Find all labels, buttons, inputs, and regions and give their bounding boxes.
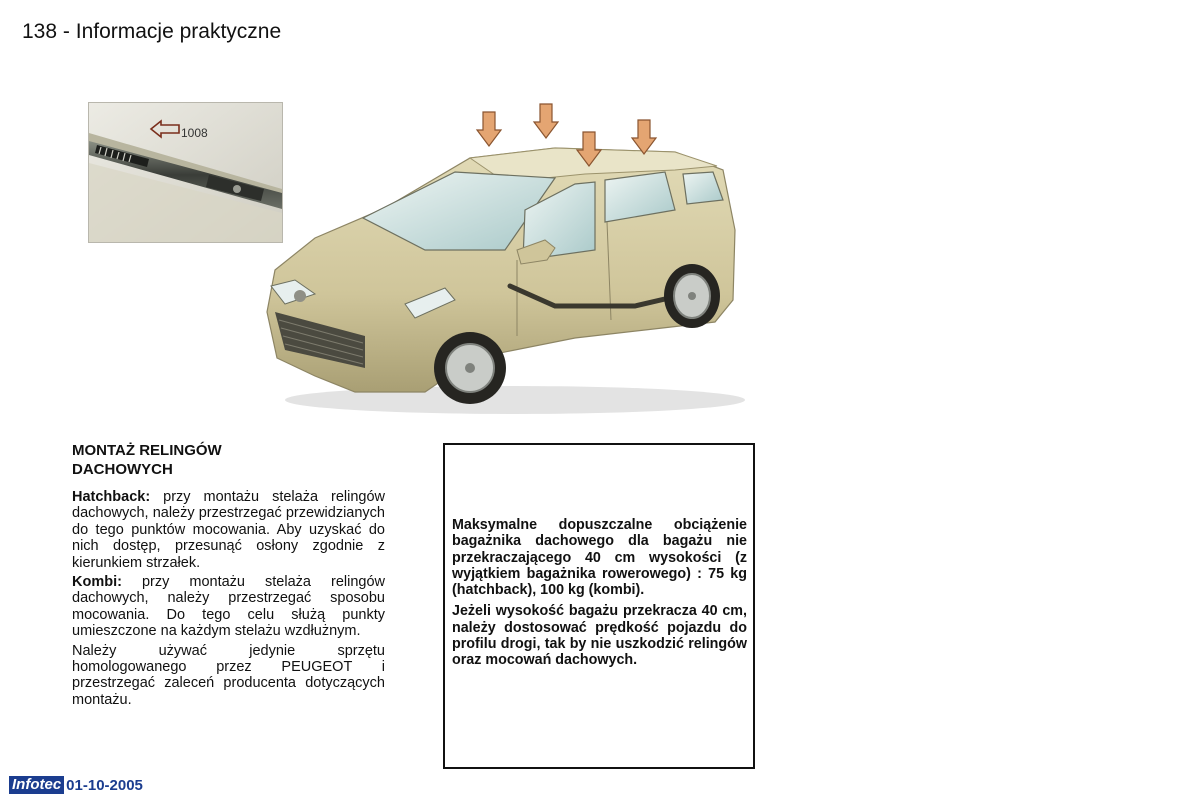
page-number: 138 [22, 20, 58, 43]
section-title-line1: MONTAŻ RELINGÓW [72, 442, 222, 459]
equipment-text: Należy używać jedynie sprzętu homologowanego przez PEUGEOT i przestrzegać zaleceń producenta dotyczących montażu. [72, 642, 385, 708]
rear-wheel [664, 264, 720, 328]
header-separator: - [62, 20, 70, 43]
section-title-line2: DACHOWYCH [72, 461, 173, 478]
page-title: Informacje praktyczne [75, 20, 282, 43]
inset-label: 1008 [181, 126, 208, 140]
kombi-text: przy montażu stelaża relingów dachowych, należy przestrzegać sposobu mocowania. Do tego celu służą punkty umieszczone na każdym stelażu wzdłużnym. [72, 574, 385, 640]
kombi-lead: Kombi: [72, 574, 122, 591]
brand-badge [294, 290, 306, 302]
instructions-text [72, 489, 385, 711]
section-title [72, 441, 392, 479]
roof-arrow-icon [534, 104, 558, 138]
roof-rail-detail-inset [88, 102, 283, 243]
hatchback-paragraph [72, 489, 385, 571]
kombi-paragraph [72, 574, 385, 640]
roof-arrow-icon [632, 120, 656, 154]
footer-date: 01-10-2005 [66, 776, 143, 794]
footer [9, 776, 143, 794]
load-warning-box [443, 443, 755, 769]
car-drawing [255, 100, 755, 420]
infotec-logo: Infotec [9, 776, 64, 794]
hatchback-lead: Hatchback: [72, 489, 151, 505]
hatchback-text: przy montażu stelaża relingów dachowych, należy przestrzegać przewidzianych do tego punktów mocowania. Aby uzyskać do nich dostęp, przesunąć osłony zgodnie z kierunkiem strzałek. [72, 489, 385, 571]
warning-paragraph-2: Jeżeli wysokość bagażu przekracza 40 cm, należy dostosować prędkość pojazdu do profilu drogi, tak by nie uszkodzić relingów oraz mocowań dachowych. [452, 603, 747, 669]
page-header [22, 20, 281, 44]
front-wheel [434, 332, 506, 404]
warning-paragraph-1: Maksymalne dopuszczalne obciążenie bagażnika dachowego dla bagażu nie przekraczającego 40 cm wysokości (z wyjątkiem bagażnika rowerowego) : 75 kg (hatchback), 100 kg (kombi). [452, 517, 747, 599]
roof-arrow-icon [477, 112, 501, 146]
roof-rail-detail-illustration [89, 103, 282, 242]
car-illustration [255, 100, 755, 420]
equipment-paragraph [72, 643, 385, 709]
